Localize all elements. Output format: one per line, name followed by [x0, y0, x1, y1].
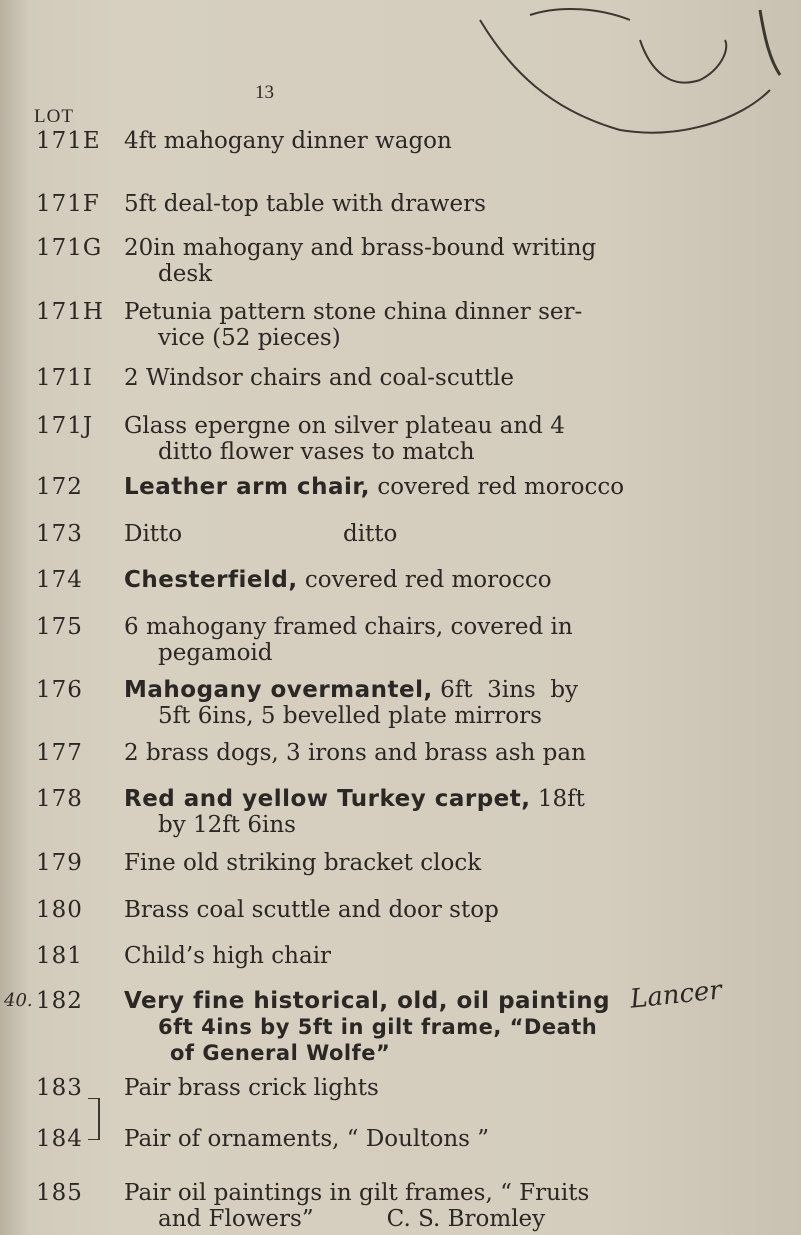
lot-description: Petunia pattern stone china dinner ser- vice (52 pieces)	[124, 299, 583, 351]
lot-number: 184	[36, 1126, 83, 1152]
lot-number: 172	[36, 474, 83, 500]
lot-description: Mahogany overmantel, 6ft 3ins by 5ft 6ins, 5 bevelled plate mirrors	[124, 677, 579, 729]
lot-number: 181	[36, 943, 83, 969]
lot-number: 179	[36, 850, 83, 876]
lot-description: Chesterfield, covered red morocco	[124, 567, 552, 593]
lot-description: 5ft deal-top table with drawers	[124, 191, 486, 217]
lot-number: 178	[36, 786, 83, 812]
lot-number: 176	[36, 677, 83, 703]
lot-description: Brass coal scuttle and door stop	[124, 897, 499, 923]
lot-column-header: LOT	[34, 106, 74, 127]
lot-bracket	[88, 1098, 100, 1140]
lot-number: 171G	[36, 235, 103, 261]
lot-description: 6 mahogany framed chairs, covered in pegamoid	[124, 614, 573, 666]
lot-description: Ditto ditto	[124, 521, 398, 547]
lot-description: Child’s high chair	[124, 943, 332, 969]
lot-number: 177	[36, 740, 83, 766]
page-number: 13	[255, 82, 274, 103]
lot-number: 183	[36, 1075, 83, 1101]
lot-number: 185	[36, 1180, 83, 1206]
lot-description: Fine old striking bracket clock	[124, 850, 482, 876]
handwritten-buyer-note: Lancer	[628, 975, 724, 1015]
lot-description: Leather arm chair, covered red morocco	[124, 474, 625, 500]
lot-number: 171F	[36, 191, 100, 217]
lot-number: 180	[36, 897, 83, 923]
lot-number: 173	[36, 521, 83, 547]
lot-description: Red and yellow Turkey carpet, 18ft by 12ft 6ins	[124, 786, 585, 838]
lot-description: 4ft mahogany dinner wagon	[124, 128, 452, 154]
lot-description: 2 brass dogs, 3 irons and brass ash pan	[124, 740, 586, 766]
lot-description: 2 Windsor chairs and coal-scuttle	[124, 365, 514, 391]
lot-number: 171J	[36, 413, 94, 439]
lot-number: 174	[36, 567, 83, 593]
lot-number: 171I	[36, 365, 93, 391]
lot-number: 182	[36, 988, 83, 1014]
lot-description: Pair oil paintings in gilt frames, “ Fruits and Flowers” C. S. Bromley	[124, 1180, 590, 1232]
lot-description: 20in mahogany and brass-bound writing desk	[124, 235, 597, 287]
lot-description: Pair brass crick lights	[124, 1075, 379, 1101]
left-margin-note: 40.	[4, 990, 33, 1011]
lot-description: Glass epergne on silver plateau and 4 ditto flower vases to match	[124, 413, 565, 465]
pencil-scribble-icon	[440, 0, 801, 140]
lot-number: 171H	[36, 299, 104, 325]
lot-number: 175	[36, 614, 83, 640]
lot-number: 171E	[36, 128, 101, 154]
lot-description: Pair of ornaments, “ Doultons ”	[124, 1126, 490, 1152]
lot-description: Very fine historical, old, oil painting 6ft 4ins by 5ft in gilt frame, “Death of General Wolfe”	[124, 988, 611, 1065]
